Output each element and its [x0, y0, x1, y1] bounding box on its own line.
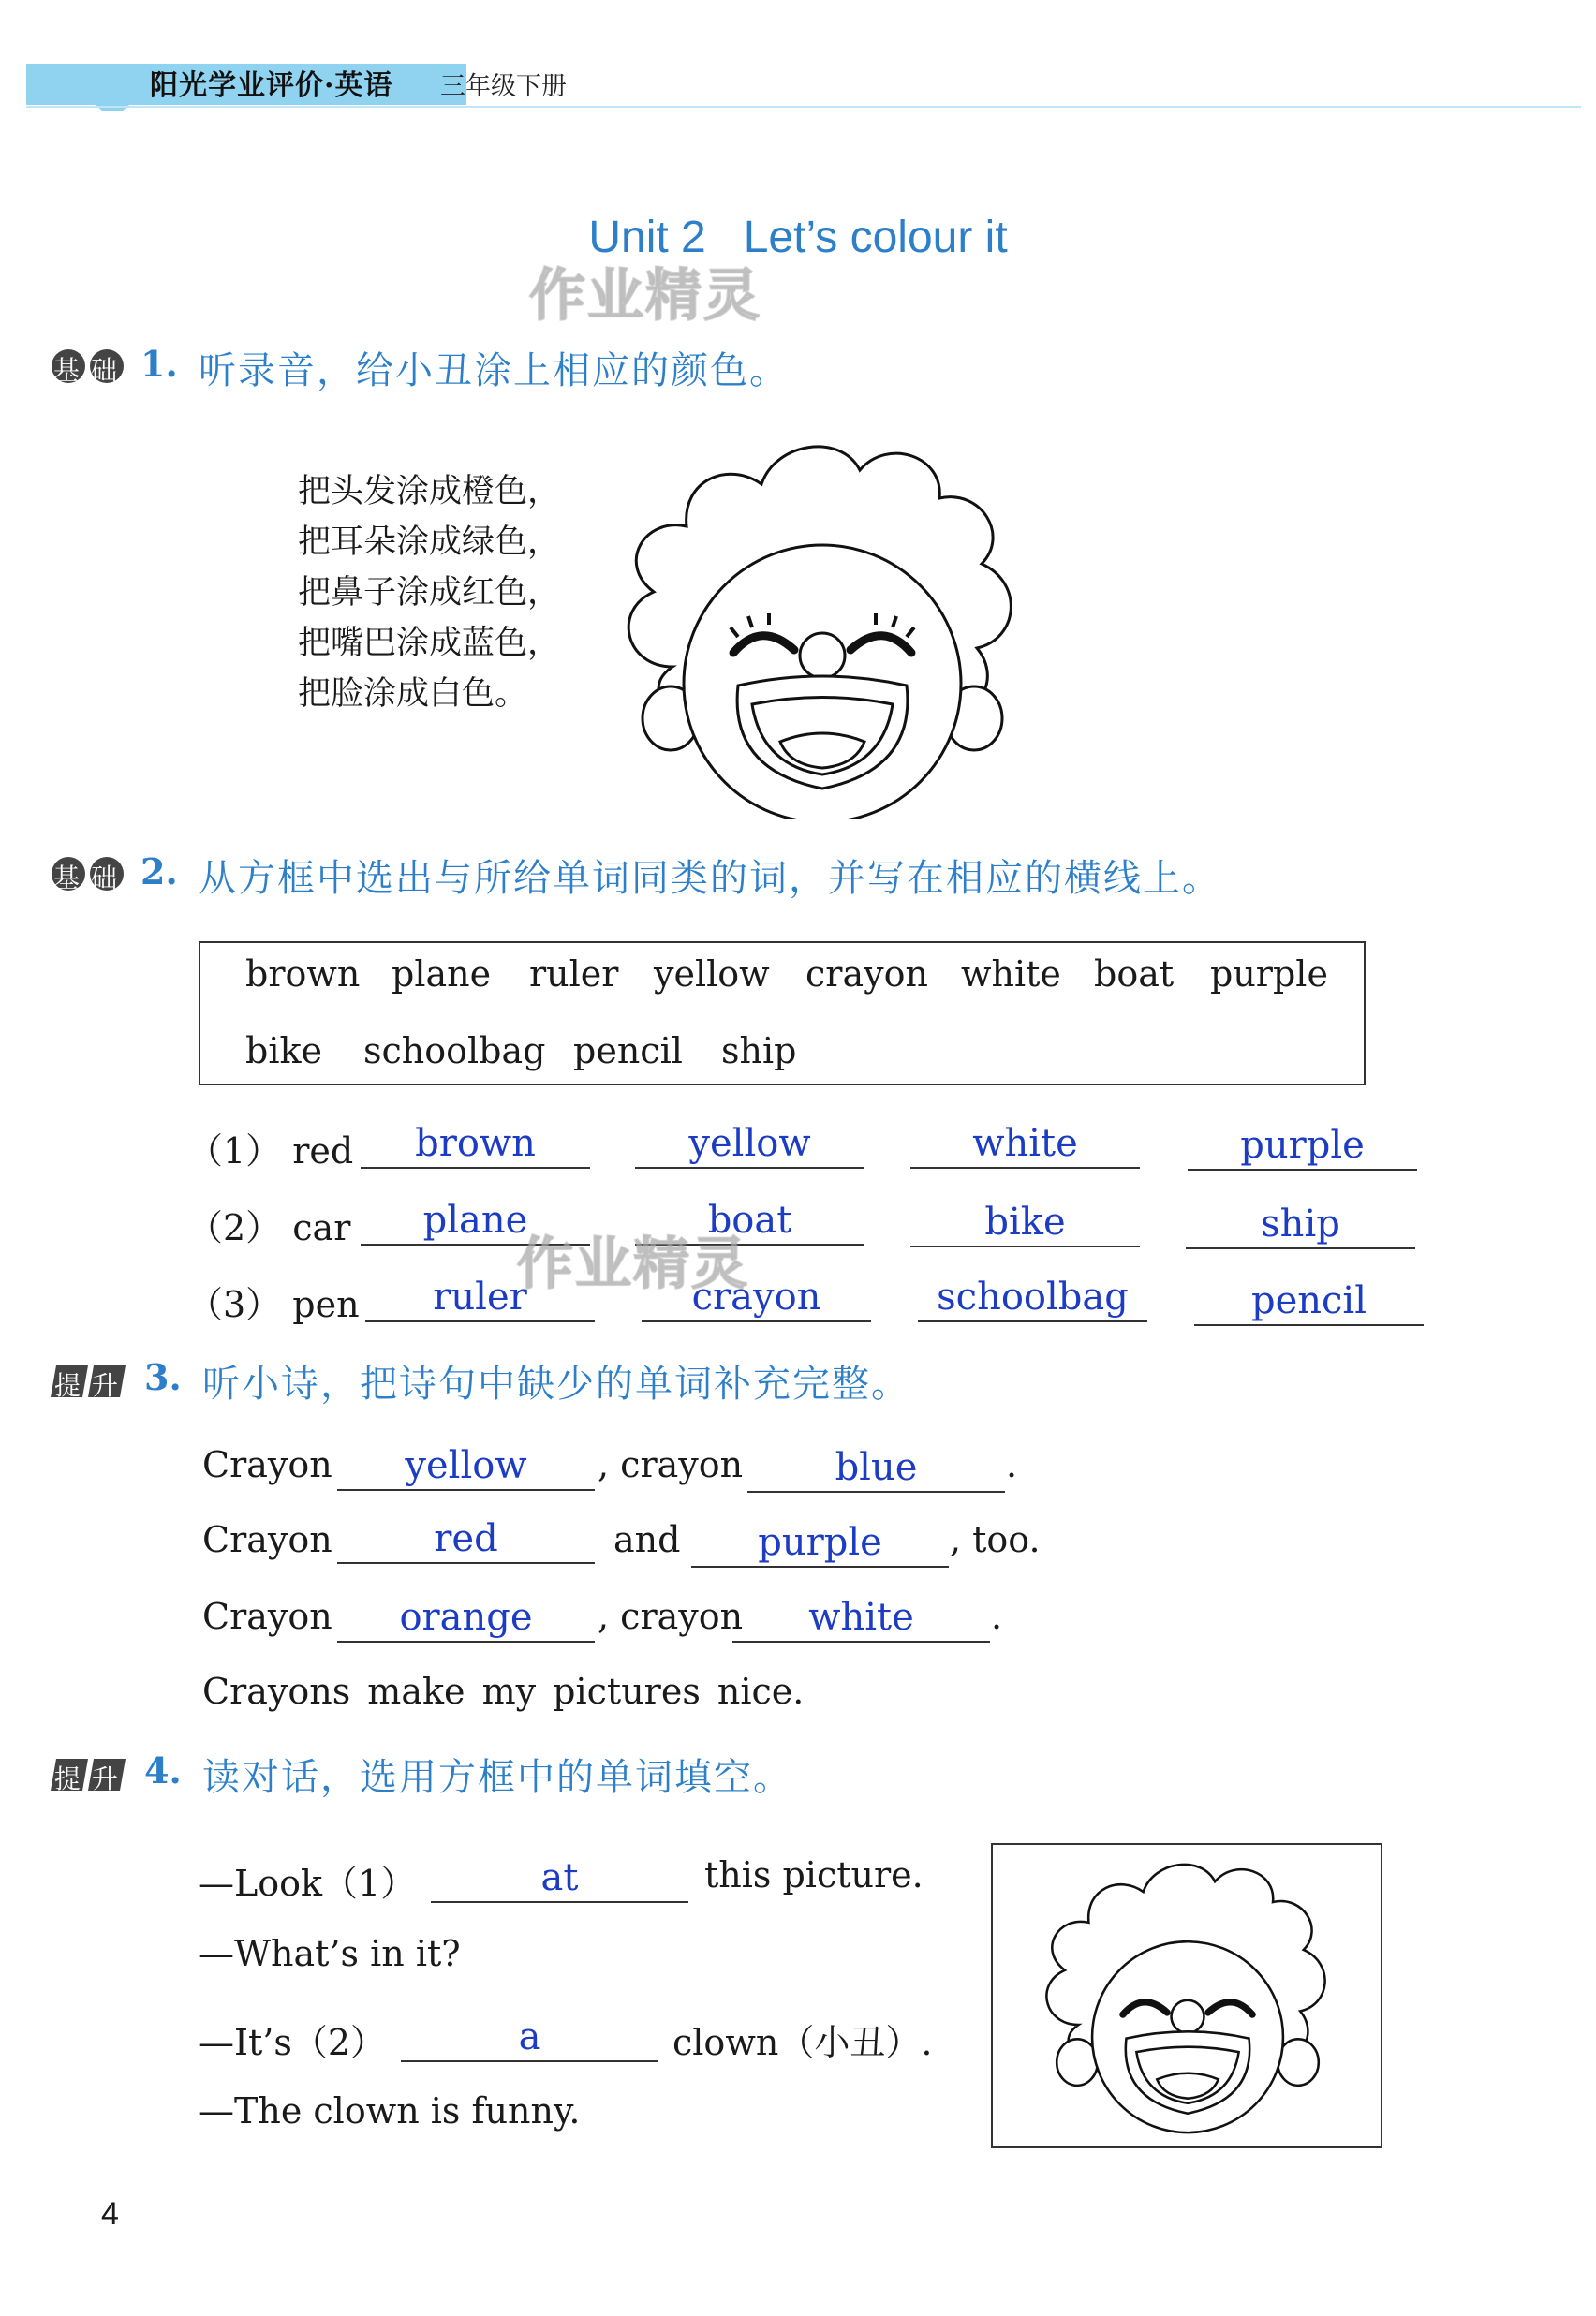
q1-badge-label: 基础: [53, 355, 129, 386]
q3-badge-label: 提升: [54, 1370, 130, 1401]
box-word: pencil: [573, 1030, 683, 1071]
poem-line: Crayons make my pictures nice.: [202, 1671, 805, 1712]
dialogue-text: this picture.: [704, 1854, 924, 1896]
q2-text: 从方框中选出与所给单词同类的词，并写在相应的横线上。: [199, 857, 1221, 900]
q4-text: 读对话，选用方框中的单词填空。: [202, 1756, 792, 1799]
answer-text: ship: [1261, 1202, 1340, 1246]
answer-text: blue: [835, 1446, 918, 1489]
unit-title: Unit 2 Let’s colour it: [588, 213, 1008, 262]
poem-word: , crayon: [598, 1444, 744, 1485]
answer-text: red: [434, 1517, 498, 1560]
answer-text: schoolbag: [937, 1276, 1129, 1319]
instruction-line: 把耳朵涂成绿色，: [298, 524, 561, 561]
answer-text: yellow: [405, 1444, 527, 1487]
q2-row-label: （2） car: [187, 1207, 351, 1248]
answer-text: boat: [707, 1199, 792, 1242]
box-word: bike: [245, 1030, 322, 1071]
answer-text: plane: [422, 1199, 528, 1242]
answer-text: at: [540, 1856, 579, 1899]
instruction-line: 把头发涂成橙色，: [298, 473, 561, 510]
page-number: 4: [101, 2196, 119, 2232]
q2-row-label: （3） pen: [187, 1284, 360, 1325]
answer-blank[interactable]: [337, 1598, 595, 1643]
answer-blank[interactable]: [635, 1124, 864, 1169]
answer-text: bike: [984, 1201, 1066, 1244]
answer-blank[interactable]: [1188, 1126, 1417, 1171]
q2-row-label: （1） red: [187, 1130, 354, 1172]
answer-text: crayon: [691, 1276, 821, 1319]
answer-blank[interactable]: [732, 1598, 990, 1643]
answer-blank[interactable]: [1186, 1204, 1415, 1249]
answer-text: a: [518, 2015, 541, 2058]
answer-text: ruler: [433, 1276, 527, 1319]
dialogue-text: —Look（1）: [199, 1863, 417, 1904]
q1-instructions: [298, 466, 560, 719]
answer-blank[interactable]: [910, 1202, 1140, 1247]
q2-badge-label: 基础: [53, 863, 129, 893]
answer-blank[interactable]: [337, 1519, 595, 1564]
answer-text: yellow: [688, 1122, 811, 1165]
poem-word: Crayon: [202, 1519, 332, 1560]
poem-word: and: [613, 1519, 681, 1560]
q1-number: 1.: [140, 343, 178, 385]
poem-word: .: [991, 1596, 1003, 1637]
dialogue-text: —It’s（2）: [199, 2022, 387, 2063]
answer-blank[interactable]: [401, 2017, 658, 2062]
clown-illustration: [1010, 1854, 1366, 2135]
answer-blank[interactable]: [1194, 1281, 1424, 1326]
box-word: crayon: [805, 953, 928, 995]
poem-word: , too.: [950, 1519, 1041, 1560]
instruction-line: 把嘴巴涂成蓝色，: [298, 625, 561, 662]
watermark: 作业精灵: [517, 1232, 749, 1297]
answer-text: brown: [415, 1122, 536, 1165]
box-word: yellow: [654, 953, 770, 995]
dialogue-text: clown（小丑）.: [672, 2022, 933, 2063]
q1-text: 听录音，给小丑涂上相应的颜色。: [199, 349, 789, 392]
answer-text: purple: [1240, 1124, 1365, 1167]
answer-text: pencil: [1250, 1279, 1367, 1322]
poem-word: .: [1006, 1444, 1018, 1485]
instruction-line: 把鼻子涂成红色，: [298, 574, 561, 612]
q3-number: 3.: [144, 1356, 182, 1398]
answer-blank[interactable]: [747, 1448, 1005, 1493]
box-word: boat: [1094, 953, 1175, 995]
q4-badge-label: 提升: [54, 1763, 130, 1794]
q3-text: 听小诗，把诗句中缺少的单词补充完整。: [202, 1363, 910, 1406]
box-word: purple: [1210, 953, 1328, 995]
q4-number: 4.: [144, 1749, 182, 1792]
q2-number: 2.: [140, 850, 178, 892]
box-word: ruler: [529, 953, 619, 995]
watermark: 作业精灵: [529, 263, 761, 329]
answer-blank[interactable]: [910, 1124, 1140, 1169]
box-word: white: [961, 953, 1061, 995]
answer-blank[interactable]: [361, 1124, 590, 1169]
answer-blank[interactable]: [691, 1523, 949, 1568]
answer-blank[interactable]: [918, 1277, 1147, 1322]
box-word: brown: [245, 953, 361, 995]
box-word: plane: [392, 953, 492, 995]
answer-text: white: [972, 1122, 1078, 1165]
clown-illustration: [607, 433, 1038, 819]
dialogue-line: —What’s in it?: [199, 1933, 461, 1974]
box-word: schoolbag: [363, 1030, 546, 1071]
answer-text: orange: [399, 1596, 533, 1639]
box-word: ship: [721, 1030, 797, 1071]
instruction-line: 把脸涂成白色。: [298, 675, 528, 713]
dialogue-line: —The clown is funny.: [199, 2090, 581, 2132]
poem-word: Crayon: [202, 1444, 332, 1485]
answer-blank[interactable]: [431, 1858, 688, 1903]
poem-word: Crayon: [202, 1596, 332, 1637]
answer-blank[interactable]: [337, 1446, 595, 1491]
header-grade: 三年级下册: [440, 72, 567, 101]
header-series-title: 阳光学业评价·英语: [150, 69, 393, 102]
answer-text: white: [808, 1596, 914, 1639]
answer-text: purple: [758, 1521, 882, 1564]
poem-word: , crayon: [598, 1596, 744, 1637]
